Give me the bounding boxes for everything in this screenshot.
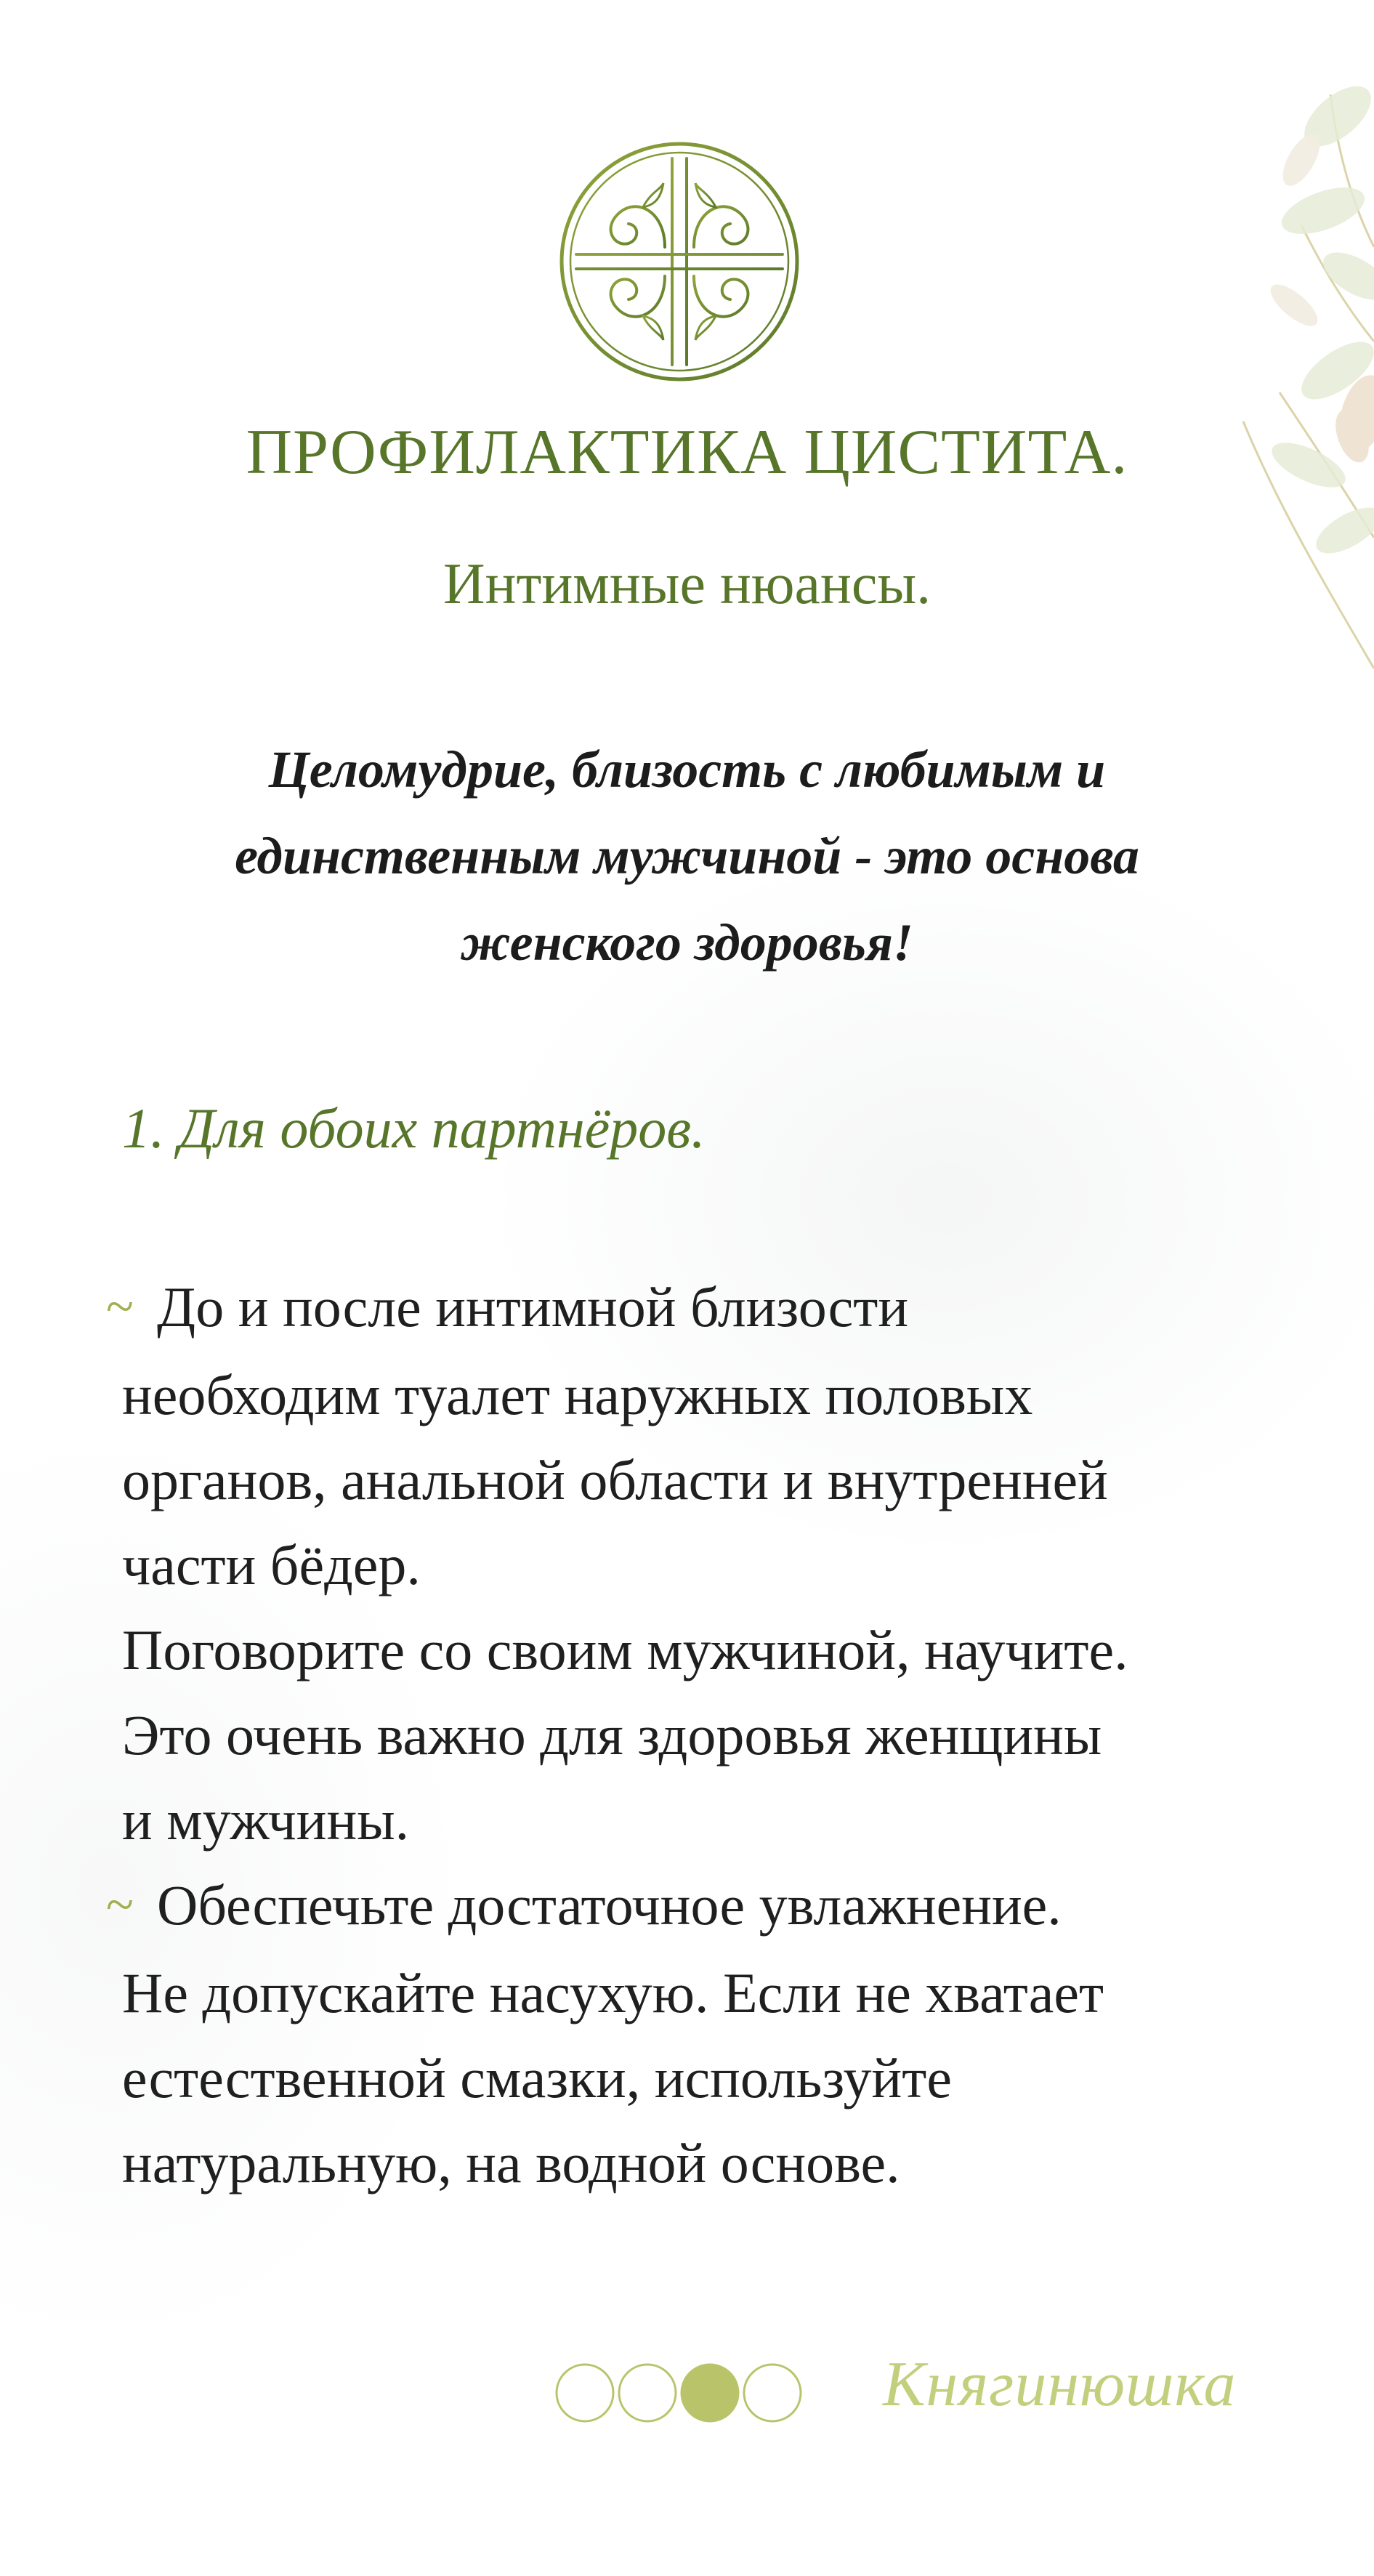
page-dot	[557, 2365, 613, 2421]
section-body	[106, 1264, 1321, 2205]
body-line: органов, анальной области и внутренней	[122, 1448, 1108, 1511]
body-line-text: До и после интимной близости	[157, 1275, 909, 1339]
quote-line: женского здоровья!	[461, 913, 913, 972]
quote-block	[102, 727, 1272, 986]
body-line: естественной смазки, используйте	[122, 2046, 952, 2109]
page-dot	[619, 2365, 676, 2421]
body-line: необходим туалет наружных половых	[122, 1363, 1033, 1426]
body-line: натуральную, на водной основе.	[122, 2131, 900, 2195]
page-title: ПРОФИЛАКТИКА ЦИСТИТА.	[246, 417, 1128, 488]
quote-line: Целомудрие, близость с любимым и	[268, 740, 1106, 799]
tilde-bullet-icon: ~	[106, 1279, 134, 1335]
brand-signature: Княгинюшка	[883, 2349, 1237, 2420]
body-line: и мужчины.	[122, 1788, 410, 1852]
body-line	[106, 1264, 1321, 1352]
body-line: Не допускайте насухую. Если не хватает	[122, 1961, 1104, 2024]
page-dot-active	[682, 2365, 738, 2421]
section-heading: 1. Для обоих партнёров.	[122, 1097, 706, 1160]
body-line	[106, 1862, 1321, 1950]
body-line: Поговорите со своим мужчиной, научите.	[122, 1618, 1128, 1681]
ornamental-cross-emblem-icon	[556, 138, 803, 385]
page-subtitle: Интимные нюансы.	[442, 552, 932, 616]
tilde-bullet-icon: ~	[106, 1877, 134, 1933]
page-indicator	[554, 2362, 808, 2424]
body-line: части бёдер.	[122, 1533, 421, 1596]
quote-line: единственным мужчиной - это основа	[235, 827, 1139, 885]
body-line: Это очень важно для здоровья женщины	[122, 1703, 1102, 1767]
page-dot	[744, 2365, 801, 2421]
body-line-text: Обеспечьте достаточное увлажнение.	[157, 1873, 1062, 1937]
